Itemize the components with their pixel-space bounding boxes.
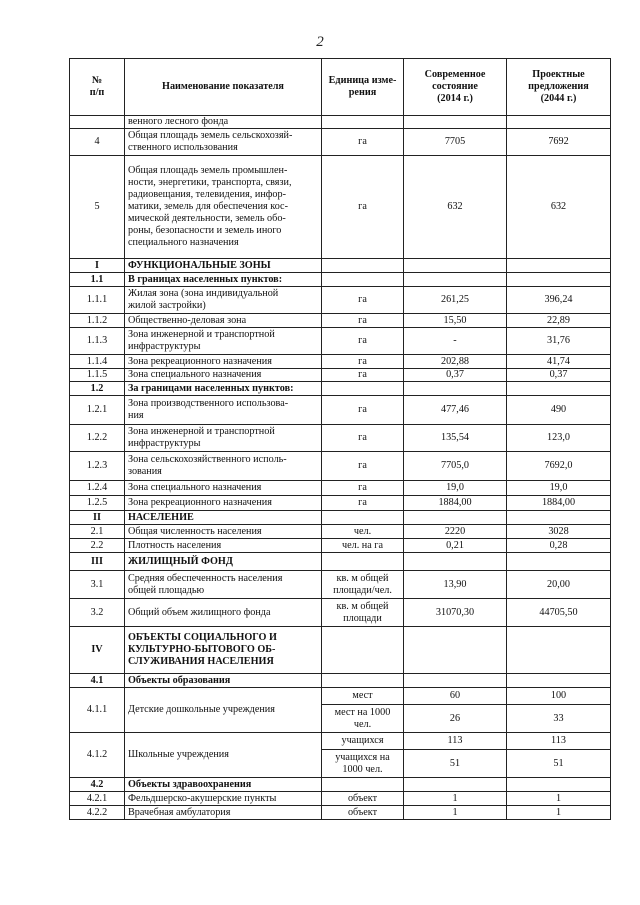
cell-project <box>507 273 611 287</box>
cell-name: В границах населенных пунктов: <box>125 273 322 287</box>
cell-current: - <box>404 328 507 355</box>
header-unit: Единица изме- рения <box>322 59 404 116</box>
table-row <box>70 553 611 571</box>
table-row <box>70 156 611 259</box>
cell-current <box>404 511 507 525</box>
cell-current: 477,46 <box>404 396 507 425</box>
table-row <box>70 688 611 705</box>
table-row <box>70 733 611 750</box>
table-row <box>70 778 611 792</box>
cell-name: Жилая зона (зона индивидуальной жилой застройки) <box>125 287 322 314</box>
cell-unit: чел. на га <box>322 539 404 553</box>
indicators-table <box>69 58 611 820</box>
cell-current: 1884,00 <box>404 496 507 511</box>
cell-name: Средняя обеспеченность населения общей площадью <box>125 571 322 599</box>
table-row <box>70 355 611 369</box>
cell-project: 1 <box>507 792 611 806</box>
cell-num: 1.1 <box>70 273 125 287</box>
cell-unit <box>322 511 404 525</box>
cell-name: Общий объем жилищного фонда <box>125 599 322 627</box>
cell-name: За границами населенных пунктов: <box>125 382 322 396</box>
cell-current: 632 <box>404 156 507 259</box>
cell-project: 1 <box>507 806 611 820</box>
cell-unit: га <box>322 287 404 314</box>
cell-project: 41,74 <box>507 355 611 369</box>
cell-current: 1 <box>404 806 507 820</box>
cell-name: венного лесного фонда <box>125 116 322 129</box>
cell-project <box>507 674 611 688</box>
cell-project: 396,24 <box>507 287 611 314</box>
table-row <box>70 792 611 806</box>
cell-current: 26 <box>404 705 507 733</box>
cell-num: 1.2 <box>70 382 125 396</box>
cell-unit: га <box>322 481 404 496</box>
cell-name: Зона производственного использова- ния <box>125 396 322 425</box>
table-row <box>70 627 611 674</box>
cell-unit <box>322 674 404 688</box>
cell-project: 44705,50 <box>507 599 611 627</box>
cell-current: 2220 <box>404 525 507 539</box>
table-row <box>70 328 611 355</box>
cell-num: 1.1.1 <box>70 287 125 314</box>
cell-num: 4.1 <box>70 674 125 688</box>
cell-num: 4.2.1 <box>70 792 125 806</box>
table-row <box>70 259 611 273</box>
cell-name: Врачебная амбулатория <box>125 806 322 820</box>
cell-unit: чел. <box>322 525 404 539</box>
cell-project: 1884,00 <box>507 496 611 511</box>
cell-project: 0,37 <box>507 369 611 382</box>
table-row <box>70 287 611 314</box>
table-row <box>70 481 611 496</box>
cell-unit: га <box>322 396 404 425</box>
cell-name: Зона инженерной и транспортной инфраструктуры <box>125 328 322 355</box>
table-row <box>70 806 611 820</box>
header-indicator-name: Наименование показателя <box>125 59 322 116</box>
cell-unit: га <box>322 328 404 355</box>
cell-unit: мест <box>322 688 404 705</box>
cell-current: 31070,30 <box>404 599 507 627</box>
cell-current: 261,25 <box>404 287 507 314</box>
cell-num: 1.1.2 <box>70 314 125 328</box>
header-current-state: Современное состояние (2014 г.) <box>404 59 507 116</box>
cell-name: Школьные учреждения <box>125 733 322 778</box>
cell-name: Общественно-деловая зона <box>125 314 322 328</box>
cell-current <box>404 116 507 129</box>
cell-current <box>404 674 507 688</box>
cell-unit: га <box>322 355 404 369</box>
cell-num: 1.1.4 <box>70 355 125 369</box>
cell-project: 123,0 <box>507 425 611 452</box>
cell-name: Общая площадь земель промышлен- ности, энергетики, транспорта, связи, радиовещания, телевидения, инфор- матики, земель для обеспечения кос- мической деятельности, земель обо- роны, безопасности и земель иного специального назначения <box>125 156 322 259</box>
cell-unit: га <box>322 129 404 156</box>
cell-name: Плотность населения <box>125 539 322 553</box>
cell-project: 113 <box>507 733 611 750</box>
cell-project: 31,76 <box>507 328 611 355</box>
cell-name: Объекты здравоохранения <box>125 778 322 792</box>
cell-project: 33 <box>507 705 611 733</box>
cell-num: 1.1.5 <box>70 369 125 382</box>
cell-current: 7705,0 <box>404 452 507 481</box>
cell-current: 7705 <box>404 129 507 156</box>
cell-name: Зона специального назначения <box>125 481 322 496</box>
cell-num: I <box>70 259 125 273</box>
cell-name: ЖИЛИЩНЫЙ ФОНД <box>125 553 322 571</box>
cell-num: 4.1.1 <box>70 688 125 733</box>
cell-num: 1.2.2 <box>70 425 125 452</box>
cell-unit <box>322 259 404 273</box>
cell-unit: кв. м общей площади/чел. <box>322 571 404 599</box>
cell-current: 51 <box>404 750 507 778</box>
cell-project: 22,89 <box>507 314 611 328</box>
table-row <box>70 571 611 599</box>
cell-unit: га <box>322 156 404 259</box>
cell-name: Общая численность населения <box>125 525 322 539</box>
table-row <box>70 396 611 425</box>
cell-project: 19,0 <box>507 481 611 496</box>
cell-unit <box>322 627 404 674</box>
cell-unit: объект <box>322 792 404 806</box>
cell-project <box>507 778 611 792</box>
cell-num: 3.2 <box>70 599 125 627</box>
cell-num: 3.1 <box>70 571 125 599</box>
table-row <box>70 425 611 452</box>
cell-project: 51 <box>507 750 611 778</box>
cell-project <box>507 382 611 396</box>
cell-current: 1 <box>404 792 507 806</box>
page-number: 2 <box>316 34 324 50</box>
cell-current <box>404 553 507 571</box>
cell-current: 0,37 <box>404 369 507 382</box>
cell-current <box>404 778 507 792</box>
table-header-row <box>70 59 611 116</box>
cell-current: 113 <box>404 733 507 750</box>
cell-project: 7692,0 <box>507 452 611 481</box>
cell-name: Общая площадь земель сельскохозяй- ственного использования <box>125 129 322 156</box>
cell-unit <box>322 273 404 287</box>
cell-current: 202,88 <box>404 355 507 369</box>
cell-current: 19,0 <box>404 481 507 496</box>
cell-current <box>404 627 507 674</box>
cell-current <box>404 259 507 273</box>
cell-name: Зона инженерной и транспортной инфраструктуры <box>125 425 322 452</box>
cell-name: ФУНКЦИОНАЛЬНЫЕ ЗОНЫ <box>125 259 322 273</box>
cell-current <box>404 382 507 396</box>
cell-unit: объект <box>322 806 404 820</box>
cell-project: 20,00 <box>507 571 611 599</box>
cell-num: 1.2.4 <box>70 481 125 496</box>
cell-name: НАСЕЛЕНИЕ <box>125 511 322 525</box>
cell-project <box>507 116 611 129</box>
cell-num: 4.1.2 <box>70 733 125 778</box>
cell-num: 1.2.1 <box>70 396 125 425</box>
cell-project: 0,28 <box>507 539 611 553</box>
table-row <box>70 129 611 156</box>
cell-num: 5 <box>70 156 125 259</box>
table-row <box>70 369 611 382</box>
cell-name: Объекты образования <box>125 674 322 688</box>
cell-unit <box>322 382 404 396</box>
table-row <box>70 539 611 553</box>
table-row <box>70 314 611 328</box>
cell-current <box>404 273 507 287</box>
cell-num <box>70 116 125 129</box>
cell-project <box>507 259 611 273</box>
cell-unit <box>322 778 404 792</box>
table-row <box>70 599 611 627</box>
cell-num: 2.2 <box>70 539 125 553</box>
table-row <box>70 511 611 525</box>
cell-name: Детские дошкольные учреждения <box>125 688 322 733</box>
table-row <box>70 674 611 688</box>
cell-num: II <box>70 511 125 525</box>
table-row <box>70 452 611 481</box>
cell-name: Фельдшерско-акушерские пункты <box>125 792 322 806</box>
table-row <box>70 116 611 129</box>
cell-unit: учащихся на 1000 чел. <box>322 750 404 778</box>
cell-project <box>507 627 611 674</box>
cell-project: 7692 <box>507 129 611 156</box>
cell-current: 0,21 <box>404 539 507 553</box>
cell-project <box>507 553 611 571</box>
cell-name: Зона рекреационного назначения <box>125 496 322 511</box>
cell-project: 3028 <box>507 525 611 539</box>
cell-current: 13,90 <box>404 571 507 599</box>
table-row <box>70 525 611 539</box>
cell-num: 2.1 <box>70 525 125 539</box>
cell-unit: га <box>322 314 404 328</box>
cell-unit: га <box>322 369 404 382</box>
cell-current: 135,54 <box>404 425 507 452</box>
cell-unit <box>322 553 404 571</box>
cell-num: III <box>70 553 125 571</box>
table-body <box>70 116 611 820</box>
cell-unit <box>322 116 404 129</box>
cell-num: 4.2 <box>70 778 125 792</box>
cell-name: Зона специального назначения <box>125 369 322 382</box>
cell-unit: мест на 1000 чел. <box>322 705 404 733</box>
cell-project: 490 <box>507 396 611 425</box>
table-row <box>70 496 611 511</box>
cell-project <box>507 511 611 525</box>
cell-project: 100 <box>507 688 611 705</box>
cell-num: IV <box>70 627 125 674</box>
cell-unit: га <box>322 452 404 481</box>
cell-name: Зона сельскохозяйственного исполь- зования <box>125 452 322 481</box>
cell-num: 4 <box>70 129 125 156</box>
cell-num: 4.2.2 <box>70 806 125 820</box>
cell-name: Зона рекреационного назначения <box>125 355 322 369</box>
table-row <box>70 382 611 396</box>
cell-unit: учащихся <box>322 733 404 750</box>
cell-current: 60 <box>404 688 507 705</box>
cell-num: 1.2.5 <box>70 496 125 511</box>
cell-num: 1.1.3 <box>70 328 125 355</box>
table-row <box>70 273 611 287</box>
cell-current: 15,50 <box>404 314 507 328</box>
cell-unit: га <box>322 496 404 511</box>
cell-unit: кв. м общей площади <box>322 599 404 627</box>
cell-name: ОБЪЕКТЫ СОЦИАЛЬНОГО И КУЛЬТУРНО-БЫТОВОГО ОБ- СЛУЖИВАНИЯ НАСЕЛЕНИЯ <box>125 627 322 674</box>
header-number: № п/п <box>70 59 125 116</box>
cell-num: 1.2.3 <box>70 452 125 481</box>
header-project-proposals: Проектные предложения (2044 г.) <box>507 59 611 116</box>
cell-project: 632 <box>507 156 611 259</box>
cell-unit: га <box>322 425 404 452</box>
